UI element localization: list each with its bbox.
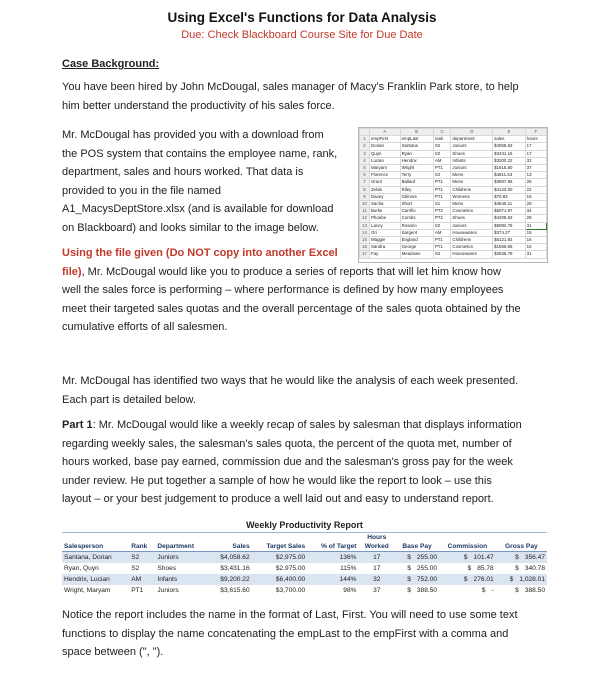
- sheet-cell: $2536.79: [493, 251, 526, 258]
- sheet-cell: 15: [525, 229, 546, 236]
- sheet-cell: 31: [525, 251, 546, 258]
- sheet-cell: 16: [525, 193, 546, 200]
- report-value: 144%: [339, 576, 357, 583]
- row-number: 13: [360, 222, 370, 229]
- sheet-row: [360, 222, 547, 229]
- sheet-cell: Lacey: [370, 222, 401, 229]
- sheet-cell: Quyn: [370, 150, 401, 157]
- report-cell: [439, 585, 496, 596]
- sheet-cell: 34: [525, 208, 546, 215]
- report-column-header: Target Sales: [252, 542, 308, 552]
- report-value: 17: [373, 554, 381, 561]
- report-value: 388.50: [524, 587, 545, 594]
- sheet-cell: Short: [400, 201, 433, 208]
- sheet-cell: 17: [525, 150, 546, 157]
- sheet-cell: Shoes: [451, 150, 493, 157]
- instruction-line: , Mr. McDougal would like you to produce a series of reports that will let him know how: [81, 265, 501, 278]
- sheet-header-cell: rank: [433, 136, 451, 143]
- report-value: S2: [131, 554, 140, 561]
- sheet-cell: Mens: [451, 179, 493, 186]
- report-column-header: Worked: [359, 542, 396, 552]
- report-value: 37: [373, 587, 381, 594]
- sheet-row: [360, 229, 547, 236]
- part1-line: layout – or your best judgement to produce a well laid out and easy to understand report.: [62, 493, 494, 505]
- sheet-cell: PT1: [433, 193, 451, 200]
- sheet-cell: 16: [525, 237, 546, 244]
- report-value: Wright, Maryam: [64, 587, 111, 594]
- sheet-cell: Hendrix: [400, 157, 433, 164]
- report-cell: [129, 574, 155, 585]
- weekly-productivity-report: [62, 518, 547, 596]
- report-cell: [307, 585, 358, 596]
- notice-line: space between (", ").: [62, 646, 164, 658]
- sheet-header-cell: empFirst: [370, 136, 401, 143]
- instruction-line: meet their targeted sales quotas and the overall percentage of the sales quota obtained by the: [62, 302, 521, 315]
- sheet-cell: Womens: [451, 193, 493, 200]
- sheet-cell: 25: [525, 179, 546, 186]
- notice-line: Notice the report includes the name in the format of Last, First. You will need to use some text: [62, 609, 518, 621]
- report-value: S2: [131, 565, 140, 572]
- report-row: [62, 585, 547, 596]
- report-cell: [129, 585, 155, 596]
- sheet-body: [360, 143, 547, 258]
- report-cell: [155, 552, 208, 564]
- report-cell: [496, 585, 547, 596]
- part1-label: Part 1: [62, 419, 93, 431]
- report-value: -: [491, 587, 494, 594]
- sheet-cell: PT2: [433, 208, 451, 215]
- sheet-row: [360, 215, 547, 222]
- report-cell: [439, 574, 496, 585]
- sheet-row: [360, 201, 547, 208]
- sheet-row: [360, 208, 547, 215]
- report-value: Ryan, Quyn: [64, 565, 99, 572]
- sheet-cell: Wright: [400, 165, 433, 172]
- row-number: 9: [360, 193, 370, 200]
- report-column-header: Commission: [439, 542, 496, 552]
- data-file-line: on Blackboard) and looks similar to the image below.: [62, 221, 319, 234]
- data-file-line: department, sales and hours worked. That data is: [62, 166, 304, 178]
- intro-line: him better understand the productivity of his sales force.: [62, 99, 335, 112]
- sheet-cell: 31: [525, 222, 546, 229]
- sheet-cell: Cosmetics: [451, 244, 493, 251]
- sheet-cell: Infants: [451, 157, 493, 164]
- report-column-header: % of Target: [307, 542, 358, 552]
- report-value: 752.00: [416, 576, 438, 583]
- report-cell: [307, 552, 358, 564]
- sheet-cell: S2: [433, 150, 451, 157]
- sheet-cell: Carrillo: [400, 208, 433, 215]
- instruction-line: cumulative efforts of all salesmen.: [62, 321, 228, 333]
- report-cell: [252, 563, 308, 574]
- row-number: 16: [360, 244, 370, 251]
- report-row: [62, 574, 547, 585]
- column-letter-row: [360, 129, 547, 136]
- part1-line: : Mr. McDougal would like a weekly recap of sales by salesman that displays information: [92, 419, 522, 431]
- sheet-cell: Dorian: [370, 143, 401, 150]
- sheet-cell: S2: [433, 172, 451, 179]
- report-row: [62, 563, 547, 574]
- instruction-line: well the sales force is performing – where performance is defined by how many employees: [62, 284, 504, 296]
- report-cell: [439, 563, 496, 574]
- report-cell: [439, 552, 496, 564]
- sheet-cell: Housewares: [451, 229, 493, 236]
- column-letter: C: [433, 129, 451, 136]
- column-letter: A: [370, 129, 401, 136]
- report-column-header: Base Pay: [395, 542, 439, 552]
- report-cell: [208, 585, 251, 596]
- sheet-row: [360, 186, 547, 193]
- report-value: PT1: [131, 587, 144, 594]
- sheet-cell: S2: [433, 143, 451, 150]
- row-number: 11: [360, 208, 370, 215]
- sheet-cell: $3431.16: [493, 150, 526, 157]
- sheet-header-cell: department: [451, 136, 493, 143]
- analysis-line: Each part is detailed below.: [62, 393, 196, 406]
- sheet-row: [360, 179, 547, 186]
- sheet-cell: Dacey: [370, 193, 401, 200]
- instruction-warning: Using the file given (Do NOT copy into another Excel: [62, 247, 338, 259]
- part1-paragraph: [62, 416, 522, 509]
- sheet-cell: Juniors: [451, 222, 493, 229]
- report-value: $6,400.00: [275, 576, 306, 583]
- sheet-cell: Sandra: [370, 244, 401, 251]
- sheet-cell: Sacha: [370, 201, 401, 208]
- hours-group-header: Hours: [367, 534, 387, 541]
- column-letter: E: [493, 129, 526, 136]
- sheet-cell: $3200.22: [493, 157, 526, 164]
- report-cell: [395, 563, 439, 574]
- report-title: Weekly Productivity Report: [62, 518, 547, 533]
- sheet-cell: Juniors: [451, 165, 493, 172]
- report-cell: [62, 563, 129, 574]
- spreadsheet-preview: [358, 127, 548, 263]
- row-number: 4: [360, 157, 370, 164]
- sheet-row: [360, 143, 547, 150]
- report-cell: [252, 552, 308, 564]
- report-value: $2,975.00: [275, 554, 306, 561]
- sheet-cell: S2: [433, 222, 451, 229]
- sheet-cell: $3907.96: [493, 179, 526, 186]
- row-number: 7: [360, 179, 370, 186]
- currency-symbol: $: [515, 565, 519, 572]
- currency-symbol: $: [515, 554, 519, 561]
- report-row: [62, 552, 547, 564]
- report-cell: [252, 585, 308, 596]
- sheet-row: [360, 157, 547, 164]
- sheet-row: [360, 165, 547, 172]
- report-value: $3,615.60: [220, 587, 250, 594]
- report-cell: [307, 574, 358, 585]
- sheet-cell: PT2: [433, 215, 451, 222]
- sheet-cell: 16: [525, 244, 546, 251]
- report-value: 17: [373, 565, 381, 572]
- report-cell: [129, 563, 155, 574]
- report-cell: [359, 552, 396, 564]
- sheet-cell: Shoes: [451, 215, 493, 222]
- sheet-cell: Mens: [451, 172, 493, 179]
- report-value: 388.50: [416, 587, 438, 594]
- report-value: 85.78: [477, 565, 494, 572]
- sheet-cell: Santana: [400, 143, 433, 150]
- sheet-cell: $5071.97: [493, 208, 526, 215]
- sheet-cell: 28: [525, 215, 546, 222]
- report-cell: [208, 552, 251, 564]
- sheet-cell: $5082.76: [493, 222, 526, 229]
- sheet-cell: Housewares: [451, 251, 493, 258]
- analysis-paragraph: [62, 372, 518, 409]
- notice-line: functions to display the name concatenating the empLast to the empFirst with a comma and: [62, 627, 509, 640]
- data-file-line: provided to you in the file named: [62, 184, 221, 197]
- report-value: AM: [131, 576, 142, 583]
- report-value: Shoes: [157, 565, 177, 572]
- row-number: 14: [360, 229, 370, 236]
- report-cell: [62, 574, 129, 585]
- report-value: 276.01: [473, 576, 494, 583]
- report-cell: [208, 574, 251, 585]
- sheet-cell: 37: [525, 165, 546, 172]
- data-file-line: A1_MacysDeptStore.xlsx (and is available for download: [62, 203, 334, 215]
- row-number: 2: [360, 143, 370, 150]
- sheet-cell: Fay: [370, 251, 401, 258]
- currency-symbol: $: [407, 565, 411, 572]
- currency-symbol: $: [407, 587, 411, 594]
- report-cell: [359, 563, 396, 574]
- report-cell: [395, 585, 439, 596]
- sheet-row: [360, 193, 547, 200]
- column-letter: F: [525, 129, 546, 136]
- column-letter: B: [400, 129, 433, 136]
- currency-symbol: $: [407, 576, 411, 583]
- report-value: 101.47: [473, 554, 494, 561]
- report-column-header: Department: [155, 542, 208, 552]
- intro-line: You have been hired by John McDougal, sales manager of Macy's Franklin Park store, to help: [62, 81, 519, 93]
- sheet-cell: S2: [433, 251, 451, 258]
- sheet-cell: Grant: [370, 179, 401, 186]
- case-background-heading: Case Background:: [62, 58, 160, 70]
- sheet-cell: $4640.11: [493, 201, 526, 208]
- sheet-header-row: 1 empFirst empLast rank department sales hours: [360, 136, 547, 143]
- sheet-cell: Maggie: [370, 237, 401, 244]
- row-number: 12: [360, 215, 370, 222]
- report-value: 255.00: [416, 554, 438, 561]
- report-value: $2,975.00: [275, 565, 306, 572]
- sheet-cell: 17: [525, 143, 546, 150]
- report-value: Santana, Dorian: [64, 554, 112, 561]
- data-file-line: the POS system that contains the employee name, rank,: [62, 147, 338, 160]
- sheet-cell: Cosmetics: [451, 208, 493, 215]
- part1-line: regarding weekly sales, the salesman's sales quota, the percent of the quota met, number of: [62, 437, 512, 450]
- report-value: Juniors: [157, 587, 179, 594]
- currency-symbol: $: [467, 565, 472, 572]
- sheet-cell: Lucian: [370, 157, 401, 164]
- corner-cell: [360, 129, 370, 136]
- row-number: 5: [360, 165, 370, 172]
- report-value: 340.78: [524, 565, 545, 572]
- report-cell: [307, 563, 358, 574]
- report-cell: [359, 574, 396, 585]
- data-file-line: Mr. McDougal has provided you with a download from: [62, 129, 324, 141]
- report-value: Infants: [157, 576, 178, 583]
- sheet-cell: 13: [525, 172, 546, 179]
- document-title: Using Excel's Functions for Data Analysis: [167, 10, 437, 25]
- sheet-row: [360, 237, 547, 244]
- sheet-cell: 28: [525, 201, 546, 208]
- report-cell: [208, 563, 251, 574]
- currency-symbol: $: [407, 554, 411, 561]
- sheet-cell: England: [400, 237, 433, 244]
- currency-symbol: $: [515, 587, 519, 594]
- report-cell: [155, 563, 208, 574]
- report-body: [62, 552, 547, 597]
- sheet-cell: Childrens: [451, 186, 493, 193]
- report-value: 356.47: [524, 554, 545, 561]
- report-value: 255.00: [416, 565, 438, 572]
- sheet-cell: Ryan: [400, 150, 433, 157]
- intro-paragraph: [62, 78, 519, 115]
- sheet-cell: PT1: [433, 186, 451, 193]
- sheet-cell: George: [400, 244, 433, 251]
- report-cell: [129, 552, 155, 564]
- sheet-cell: $4811.53: [493, 172, 526, 179]
- report-cell: [62, 552, 129, 564]
- sheet-cell: $4058.62: [493, 143, 526, 150]
- report-cell: [359, 585, 396, 596]
- sheet-cell: Zelda: [370, 186, 401, 193]
- report-value: $4,058.62: [220, 554, 250, 561]
- sheet-cell: Meadows: [400, 251, 433, 258]
- report-value: 98%: [343, 587, 357, 594]
- sheet-header-cell: empLast: [400, 136, 433, 143]
- sheet-cell: Ori: [370, 229, 401, 236]
- sheet-cell: Juniors: [451, 143, 493, 150]
- report-value: 136%: [339, 554, 357, 561]
- report-cell: [252, 574, 308, 585]
- data-file-paragraph: [62, 126, 362, 237]
- sheet-cell: 22: [525, 186, 546, 193]
- sheet-cell: PT1: [433, 244, 451, 251]
- sheet-cell: Riley: [400, 186, 433, 193]
- report-cell: [496, 563, 547, 574]
- row-number: 6: [360, 172, 370, 179]
- column-letter: D: [451, 129, 493, 136]
- sheet-cell: Maryam: [370, 165, 401, 172]
- report-column-header: Sales: [208, 542, 251, 552]
- row-number: 10: [360, 201, 370, 208]
- sheet-cell: $70.83: [493, 193, 526, 200]
- due-date-note: Due: Check Blackboard Course Site for Due Date: [181, 29, 423, 41]
- sheet-cell: Ballard: [400, 179, 433, 186]
- instruction-paragraph: [62, 244, 521, 337]
- sheet-cell: Rosario: [400, 222, 433, 229]
- currency-symbol: $: [463, 576, 468, 583]
- currency-symbol: $: [463, 554, 468, 561]
- row-number: 17: [360, 251, 370, 258]
- sheet-cell: PT1: [433, 165, 451, 172]
- sheet-cell: AM: [433, 157, 451, 164]
- sheet-cell: Terry: [400, 172, 433, 179]
- report-cell: [62, 585, 129, 596]
- sheet-cell: $4208.62: [493, 215, 526, 222]
- sheet-cell: Florence: [370, 172, 401, 179]
- report-value: 32: [373, 576, 381, 583]
- sheet-cell: Phoebe: [370, 215, 401, 222]
- row-number: 3: [360, 150, 370, 157]
- sheet-row: [360, 172, 547, 179]
- analysis-line: Mr. McDougal has identified two ways that he would like the analysis of each week presented.: [62, 375, 519, 387]
- sheet-cell: Mens: [451, 201, 493, 208]
- report-value: Hendrix, Lucian: [64, 576, 110, 583]
- report-value: $9,200.22: [220, 576, 250, 583]
- part1-line: under review. He put together a sample of how he would like the report to look – use this: [62, 474, 492, 487]
- report-column-header: Gross Pay: [496, 542, 547, 552]
- notice-paragraph: [62, 606, 518, 662]
- sheet-cell: $5121.92: [493, 237, 526, 244]
- report-value: 115%: [340, 565, 357, 572]
- row-number: 8: [360, 186, 370, 193]
- part1-line: hours worked, base pay earned, commission due and the salesman's gross pay for the week: [62, 456, 513, 468]
- sheet-cell: PT1: [433, 237, 451, 244]
- sheet-header-cell: hours: [525, 136, 546, 143]
- sheet-cell: Combs: [400, 215, 433, 222]
- report-cell: [395, 574, 439, 585]
- report-cell: [155, 574, 208, 585]
- sheet-cell: S1: [433, 201, 451, 208]
- report-value: 1,028.01: [519, 576, 545, 583]
- report-cell: [155, 585, 208, 596]
- report-column-header: Rank: [129, 542, 155, 552]
- sheet-row: [360, 150, 547, 157]
- report-header-row: [62, 542, 547, 552]
- instruction-warning-end: file): [62, 265, 82, 278]
- currency-symbol: $: [509, 576, 514, 583]
- sheet-header-cell: sales: [493, 136, 526, 143]
- sheet-cell: $374.27: [493, 229, 526, 236]
- sheet-cell: Gilmore: [400, 193, 433, 200]
- sheet-cell: $4123.00: [493, 186, 526, 193]
- sheet-cell: $1615.60: [493, 165, 526, 172]
- report-cell: [395, 552, 439, 564]
- sheet-cell: $1556.65: [493, 244, 526, 251]
- report-value: $3,431.16: [220, 565, 250, 572]
- sheet-cell: AM: [433, 229, 451, 236]
- sheet-cell: 32: [525, 157, 546, 164]
- sheet-cell: Sargent: [400, 229, 433, 236]
- report-cell: [496, 574, 547, 585]
- row-number: 15: [360, 237, 370, 244]
- report-cell: [496, 552, 547, 564]
- currency-symbol: $: [481, 587, 486, 594]
- sheet-cell: PT1: [433, 179, 451, 186]
- report-column-header: Salesperson: [62, 542, 129, 552]
- report-value: Juniors: [157, 554, 179, 561]
- sheet-cell: Burke: [370, 208, 401, 215]
- sheet-cell: Childrens: [451, 237, 493, 244]
- report-value: $3,700.00: [275, 587, 306, 594]
